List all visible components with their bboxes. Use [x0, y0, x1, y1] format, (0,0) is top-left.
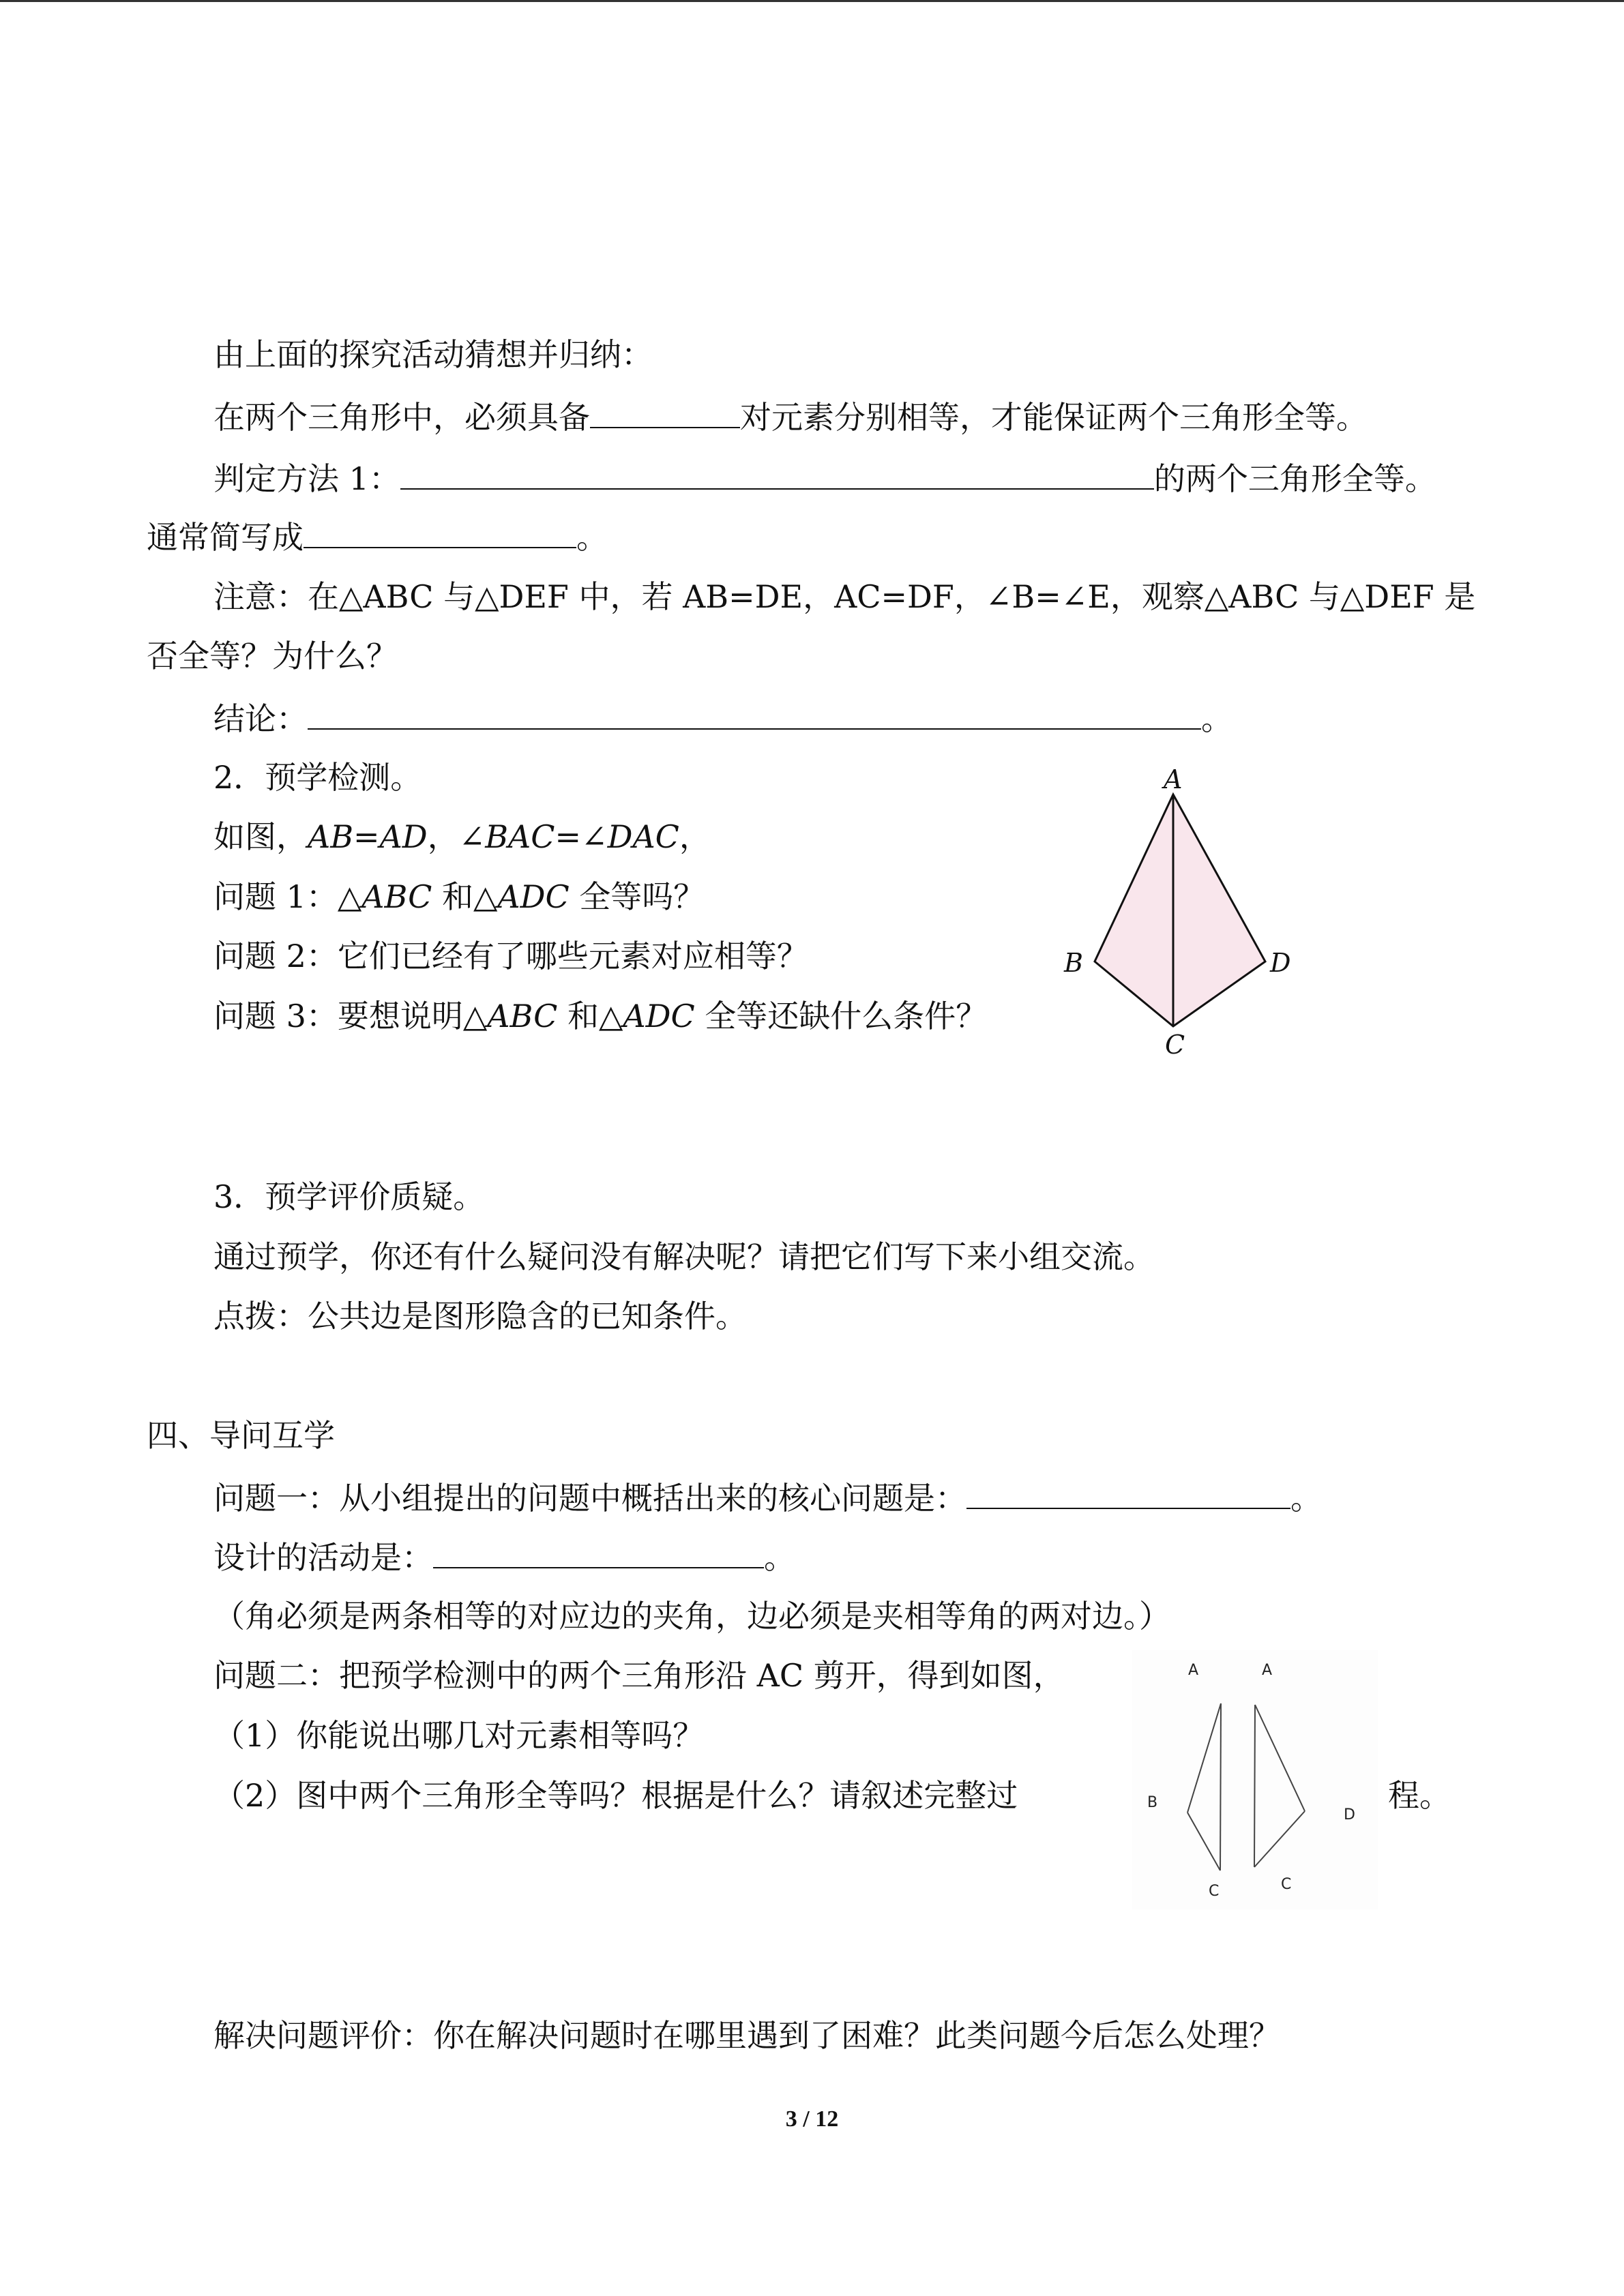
text: 全等还缺什么条件？: [694, 998, 988, 1034]
text: 和△: [557, 998, 623, 1034]
vertex-label-b: B: [1147, 1794, 1158, 1811]
math-var: ABC: [361, 878, 432, 915]
paragraph-note-cont: 否全等？为什么？: [147, 638, 398, 674]
text: =∠: [555, 818, 608, 855]
question-3: [213, 996, 987, 1037]
text: ，∠: [427, 818, 486, 855]
page-number: 3 / 12: [785, 2106, 839, 2132]
text: 问题一：从小组提出的问题中概括出来的核心问题是：: [213, 1480, 966, 1517]
problem-2-part-2: （2）图中两个三角形全等吗？根据是什么？请叙述完整过: [213, 1777, 1018, 1814]
text: 如图，: [213, 818, 308, 855]
activity-design: [213, 1536, 795, 1578]
paragraph-given: [213, 816, 711, 857]
text: 对元素分别相等，才能保证两个三角形全等。: [740, 399, 1368, 436]
question-1: [213, 876, 705, 917]
segment-ac-right: [1254, 1705, 1255, 1867]
problem-1: [213, 1476, 1322, 1519]
vertex-label-a: A: [1164, 764, 1183, 794]
vertex-label-a-right: A: [1262, 1662, 1273, 1679]
text: 问题 1：△: [213, 878, 362, 915]
fill-blank[interactable]: [590, 396, 740, 428]
problem-2-part-1: （1）你能说出哪几对元素相等吗？: [213, 1717, 705, 1754]
math-var: ADC: [497, 878, 570, 915]
vertex-label-c: C: [1165, 1030, 1185, 1060]
text: ，: [679, 818, 711, 855]
text: 通常简写成: [147, 519, 304, 556]
math-var: AD: [379, 818, 428, 855]
fill-blank[interactable]: [304, 516, 576, 548]
vertex-label-c-right: C: [1281, 1876, 1292, 1893]
fill-blank[interactable]: [966, 1476, 1290, 1509]
section-heading-4: 四、导问互学: [147, 1417, 335, 1454]
math-var: ADC: [623, 998, 695, 1034]
vertex-label-c-left: C: [1209, 1883, 1220, 1900]
kite-fill: [1095, 794, 1265, 1026]
text: =: [353, 818, 380, 855]
paragraph-questions: 通过预学，你还有什么疑问没有解决呢？请把它们写下来小组交流。: [213, 1238, 1155, 1275]
fill-blank[interactable]: [400, 457, 1154, 490]
vertex-label-a-left: A: [1188, 1662, 1199, 1679]
math-var: DAC: [607, 818, 679, 855]
math-var: BAC: [485, 818, 555, 855]
paragraph-intro: 由上面的探究活动猜想并归纳：: [213, 336, 653, 373]
math-var: AB: [308, 818, 354, 855]
segment-ac-left: [1220, 1703, 1221, 1870]
text: 全等吗？: [569, 878, 705, 915]
text: 。: [1201, 700, 1232, 737]
vertex-label-b: B: [1064, 948, 1083, 978]
text: 。: [1290, 1480, 1322, 1517]
figure-kite: [1044, 764, 1330, 1064]
figure-split-triangles: [1132, 1650, 1378, 1909]
paragraph-evaluation: 解决问题评价：你在解决问题时在哪里遇到了困难？此类问题今后怎么处理？: [213, 2017, 1280, 2054]
fill-blank[interactable]: [433, 1536, 764, 1568]
math-var: ABC: [487, 998, 558, 1034]
section-heading-3: 3．预学评价质疑。: [213, 1178, 485, 1215]
paragraph-abbrev: [147, 516, 608, 558]
paragraph-hint: 点拨：公共边是图形隐含的已知条件。: [213, 1298, 747, 1335]
paragraph-rule: （角必须是两条相等的对应边的夹角，边必须是夹相等角的两对边。）: [213, 1598, 1170, 1635]
text: 结论：: [213, 700, 308, 737]
text: 问题 3：要想说明△: [213, 998, 488, 1034]
text: 。: [764, 1539, 795, 1576]
vertex-label-d: D: [1270, 948, 1291, 978]
vertex-label-d: D: [1344, 1806, 1355, 1823]
question-2: 问题 2：它们已经有了哪些元素对应相等？: [213, 938, 808, 974]
section-heading-2: 2．预学检测。: [213, 759, 422, 796]
paragraph-note: 注意：在△ABC 与△DEF 中，若 AB=DE，AC=DF，∠B=∠E，观察△ABC 与△DEF 是: [213, 578, 1476, 615]
paragraph-condition: [213, 396, 1368, 438]
fill-blank[interactable]: [308, 697, 1201, 730]
text: 设计的活动是：: [213, 1539, 433, 1576]
problem-2: 问题二：把预学检测中的两个三角形沿 AC 剪开，得到如图，: [213, 1657, 1065, 1694]
text: 。: [576, 519, 608, 556]
paragraph-conclusion: [213, 697, 1232, 739]
text: 判定方法 1：: [213, 460, 400, 497]
text: 的两个三角形全等。: [1153, 460, 1436, 497]
problem-2-part-2-end: 程。: [1388, 1777, 1451, 1814]
text: 和△: [432, 878, 498, 915]
paragraph-method-1: [213, 457, 1436, 499]
text: 在两个三角形中，必须具备: [213, 399, 590, 436]
